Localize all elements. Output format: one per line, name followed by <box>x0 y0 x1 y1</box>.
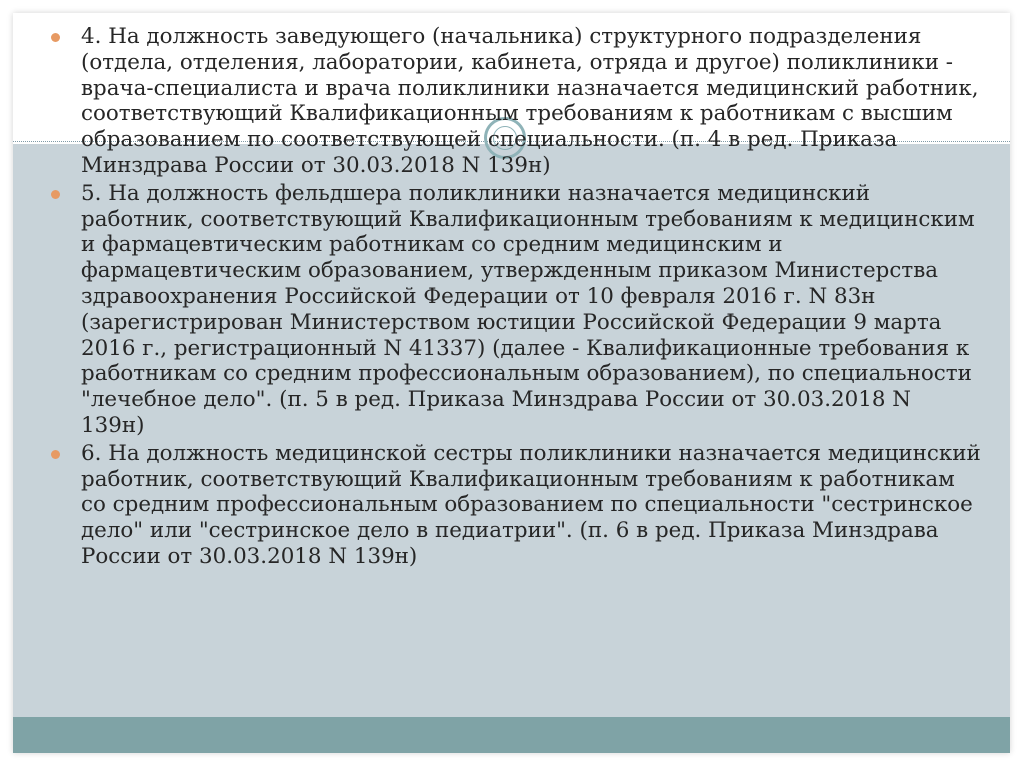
slide-frame <box>13 13 1010 753</box>
round-bullet-icon <box>51 33 60 42</box>
list-item <box>51 181 981 439</box>
list-item-text: 6. На должность медицинской сестры поликлиники назначается медицинский работник, соответствующий Квалификационным требованиям к работникам со средним профессиональным образованием по специальности "сестринское дело" или "сестринское дело в педиатрии". (п. 6 в ред. Приказа Минздрава России от 30.03.2018 N 139н) <box>81 440 981 569</box>
bottom-band <box>13 717 1010 753</box>
round-bullet-icon <box>51 190 60 199</box>
bullet-list <box>51 24 981 570</box>
round-bullet-icon <box>51 450 60 459</box>
list-item <box>51 24 981 179</box>
list-item <box>51 441 981 570</box>
list-item-text: 4. На должность заведующего (начальника) структурного подразделения (отдела, отделения, лаборатории, кабинета, отряда и другое) поликлиники - врача-специалиста и врача поликлиники назначается медицинский работник, соответствующий Квалификационным требованиям к работникам с высшим образованием по соответствующей специальности. (п. 4 в ред. Приказа Минздрава России от 30.03.2018 N 139н) <box>81 24 979 178</box>
list-item-text: 5. На должность фельдшера поликлиники назначается медицинский работник, соответствующий Квалификационным требованиям к медицинским и фармацевтическим работникам со средним медицинским и фармацевтическим образованием, утвержденным приказом Министерства здравоохранения Российской Федерации от 10 февраля 2016 г. N 83н (зарегистрирован Министерством юстиции Российской Федерации 9 марта 2016 г., регистрационный N 41337) (далее - Квалификационные требования к работникам со средним профессиональным образованием), по специальности "лечебное дело". (п. 5 в ред. Приказа Минздрава России от 30.03.2018 N 139н) <box>81 180 975 438</box>
